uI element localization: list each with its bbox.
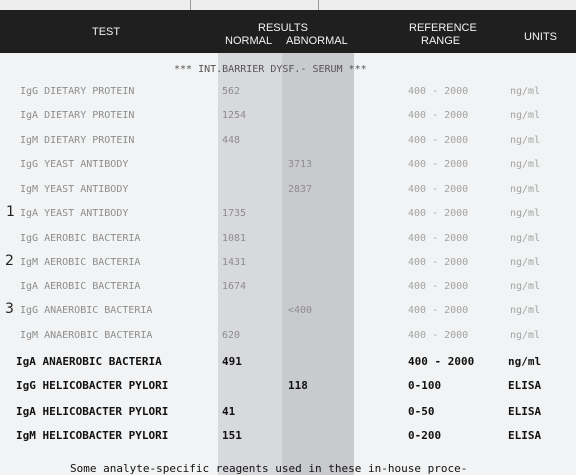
unit: ng/ml: [510, 330, 541, 341]
header-units: UNITS: [524, 31, 557, 43]
normal-value: 491: [222, 355, 242, 368]
test-name: IgA DIETARY PROTEIN: [20, 110, 135, 121]
normal-value: 448: [222, 135, 241, 146]
abnormal-value: 3713: [288, 159, 313, 170]
reference-range: 400 - 2000: [408, 110, 469, 121]
table-row: [0, 429, 576, 447]
reference-range: 400 - 2000: [408, 184, 469, 195]
section-title: *** INT.BARRIER DYSF.- SERUM ***: [174, 64, 367, 75]
header-range: RANGE: [421, 35, 461, 47]
handwritten-mark: 3: [5, 301, 14, 317]
normal-value: 1431: [222, 257, 247, 268]
normal-value: 151: [222, 429, 242, 442]
reference-range: 400 - 2000: [408, 233, 469, 244]
unit: ng/ml: [510, 159, 541, 170]
unit: ng/ml: [510, 110, 541, 121]
reference-range: 400 - 2000: [408, 305, 469, 316]
table-row: [0, 135, 576, 153]
normal-value: 1674: [222, 281, 247, 292]
normal-value: 41: [222, 405, 236, 418]
reference-range: 400 - 2000: [408, 330, 469, 341]
test-name: IgM HELICOBACTER PYLORI: [16, 429, 169, 442]
unit: ng/ml: [510, 184, 541, 195]
table-row: [0, 184, 576, 202]
reference-range: 400 - 2000: [408, 135, 469, 146]
divider: [190, 0, 191, 10]
table-row: [0, 110, 576, 128]
table-row: [0, 233, 576, 251]
table-row: [0, 405, 576, 423]
reference-range: 0-200: [408, 429, 442, 442]
normal-value: 1254: [222, 110, 247, 121]
test-name: IgM YEAST ANTIBODY: [20, 184, 129, 195]
test-name: IgM ANAEROBIC BACTERIA: [20, 330, 153, 341]
unit: ng/ml: [510, 257, 541, 268]
test-name: IgM AEROBIC BACTERIA: [20, 257, 141, 268]
unit: ng/ml: [510, 305, 541, 316]
table-row: [0, 305, 576, 323]
reference-range: 400 - 2000: [408, 257, 469, 268]
abnormal-value: 118: [288, 379, 308, 392]
unit: ng/ml: [508, 355, 542, 368]
test-name: IgA ANAEROBIC BACTERIA: [16, 355, 162, 368]
normal-value: 562: [222, 86, 241, 97]
table-row: [0, 379, 576, 397]
header-reference: REFERENCE: [409, 22, 477, 34]
table-row: [0, 208, 576, 226]
reference-range: 400 - 2000: [408, 208, 469, 219]
test-name: IgG DIETARY PROTEIN: [20, 86, 135, 97]
header-test: TEST: [92, 26, 121, 38]
divider: [318, 0, 319, 10]
unit: ng/ml: [510, 208, 541, 219]
abnormal-value: <400: [288, 305, 313, 316]
handwritten-mark: 2: [5, 253, 14, 269]
test-name: IgA YEAST ANTIBODY: [20, 208, 129, 219]
header-results: RESULTS: [258, 22, 308, 34]
test-name: IgA HELICOBACTER PYLORI: [16, 405, 169, 418]
test-name: IgG AEROBIC BACTERIA: [20, 233, 141, 244]
test-name: IgM DIETARY PROTEIN: [20, 135, 135, 146]
abnormal-value: 2837: [288, 184, 313, 195]
header-abnormal: ABNORMAL: [286, 35, 348, 47]
test-name: IgA AEROBIC BACTERIA: [20, 281, 141, 292]
header-normal: NORMAL: [225, 35, 273, 47]
unit: ng/ml: [510, 135, 541, 146]
table-row: [0, 330, 576, 348]
table-row: [0, 86, 576, 104]
normal-value: 1081: [222, 233, 247, 244]
table-row: [0, 257, 576, 275]
unit: ELISA: [508, 405, 542, 418]
unit: ng/ml: [510, 86, 541, 97]
reference-range: 400 - 2000: [408, 281, 469, 292]
table-row: [0, 355, 576, 373]
test-name: IgG HELICOBACTER PYLORI: [16, 379, 169, 392]
normal-value: 1735: [222, 208, 247, 219]
unit: ng/ml: [510, 281, 541, 292]
reference-range: 400 - 2000: [408, 86, 469, 97]
reference-range: 0-50: [408, 405, 435, 418]
reference-range: 400 - 2000: [408, 159, 469, 170]
test-name: IgG YEAST ANTIBODY: [20, 159, 129, 170]
reference-range: 0-100: [408, 379, 442, 392]
test-name: IgG ANAEROBIC BACTERIA: [20, 305, 153, 316]
top-strip: [0, 0, 576, 10]
reference-range: 400 - 2000: [408, 355, 475, 368]
unit: ELISA: [508, 429, 542, 442]
unit: ng/ml: [510, 233, 541, 244]
handwritten-mark: 1: [6, 204, 15, 220]
unit: ELISA: [508, 379, 542, 392]
footer-text: Some analyte-specific reagents used in these in-house proce-: [70, 462, 468, 475]
table-row: [0, 159, 576, 177]
table-row: [0, 281, 576, 299]
table-header: [0, 10, 576, 53]
normal-value: 620: [222, 330, 241, 341]
